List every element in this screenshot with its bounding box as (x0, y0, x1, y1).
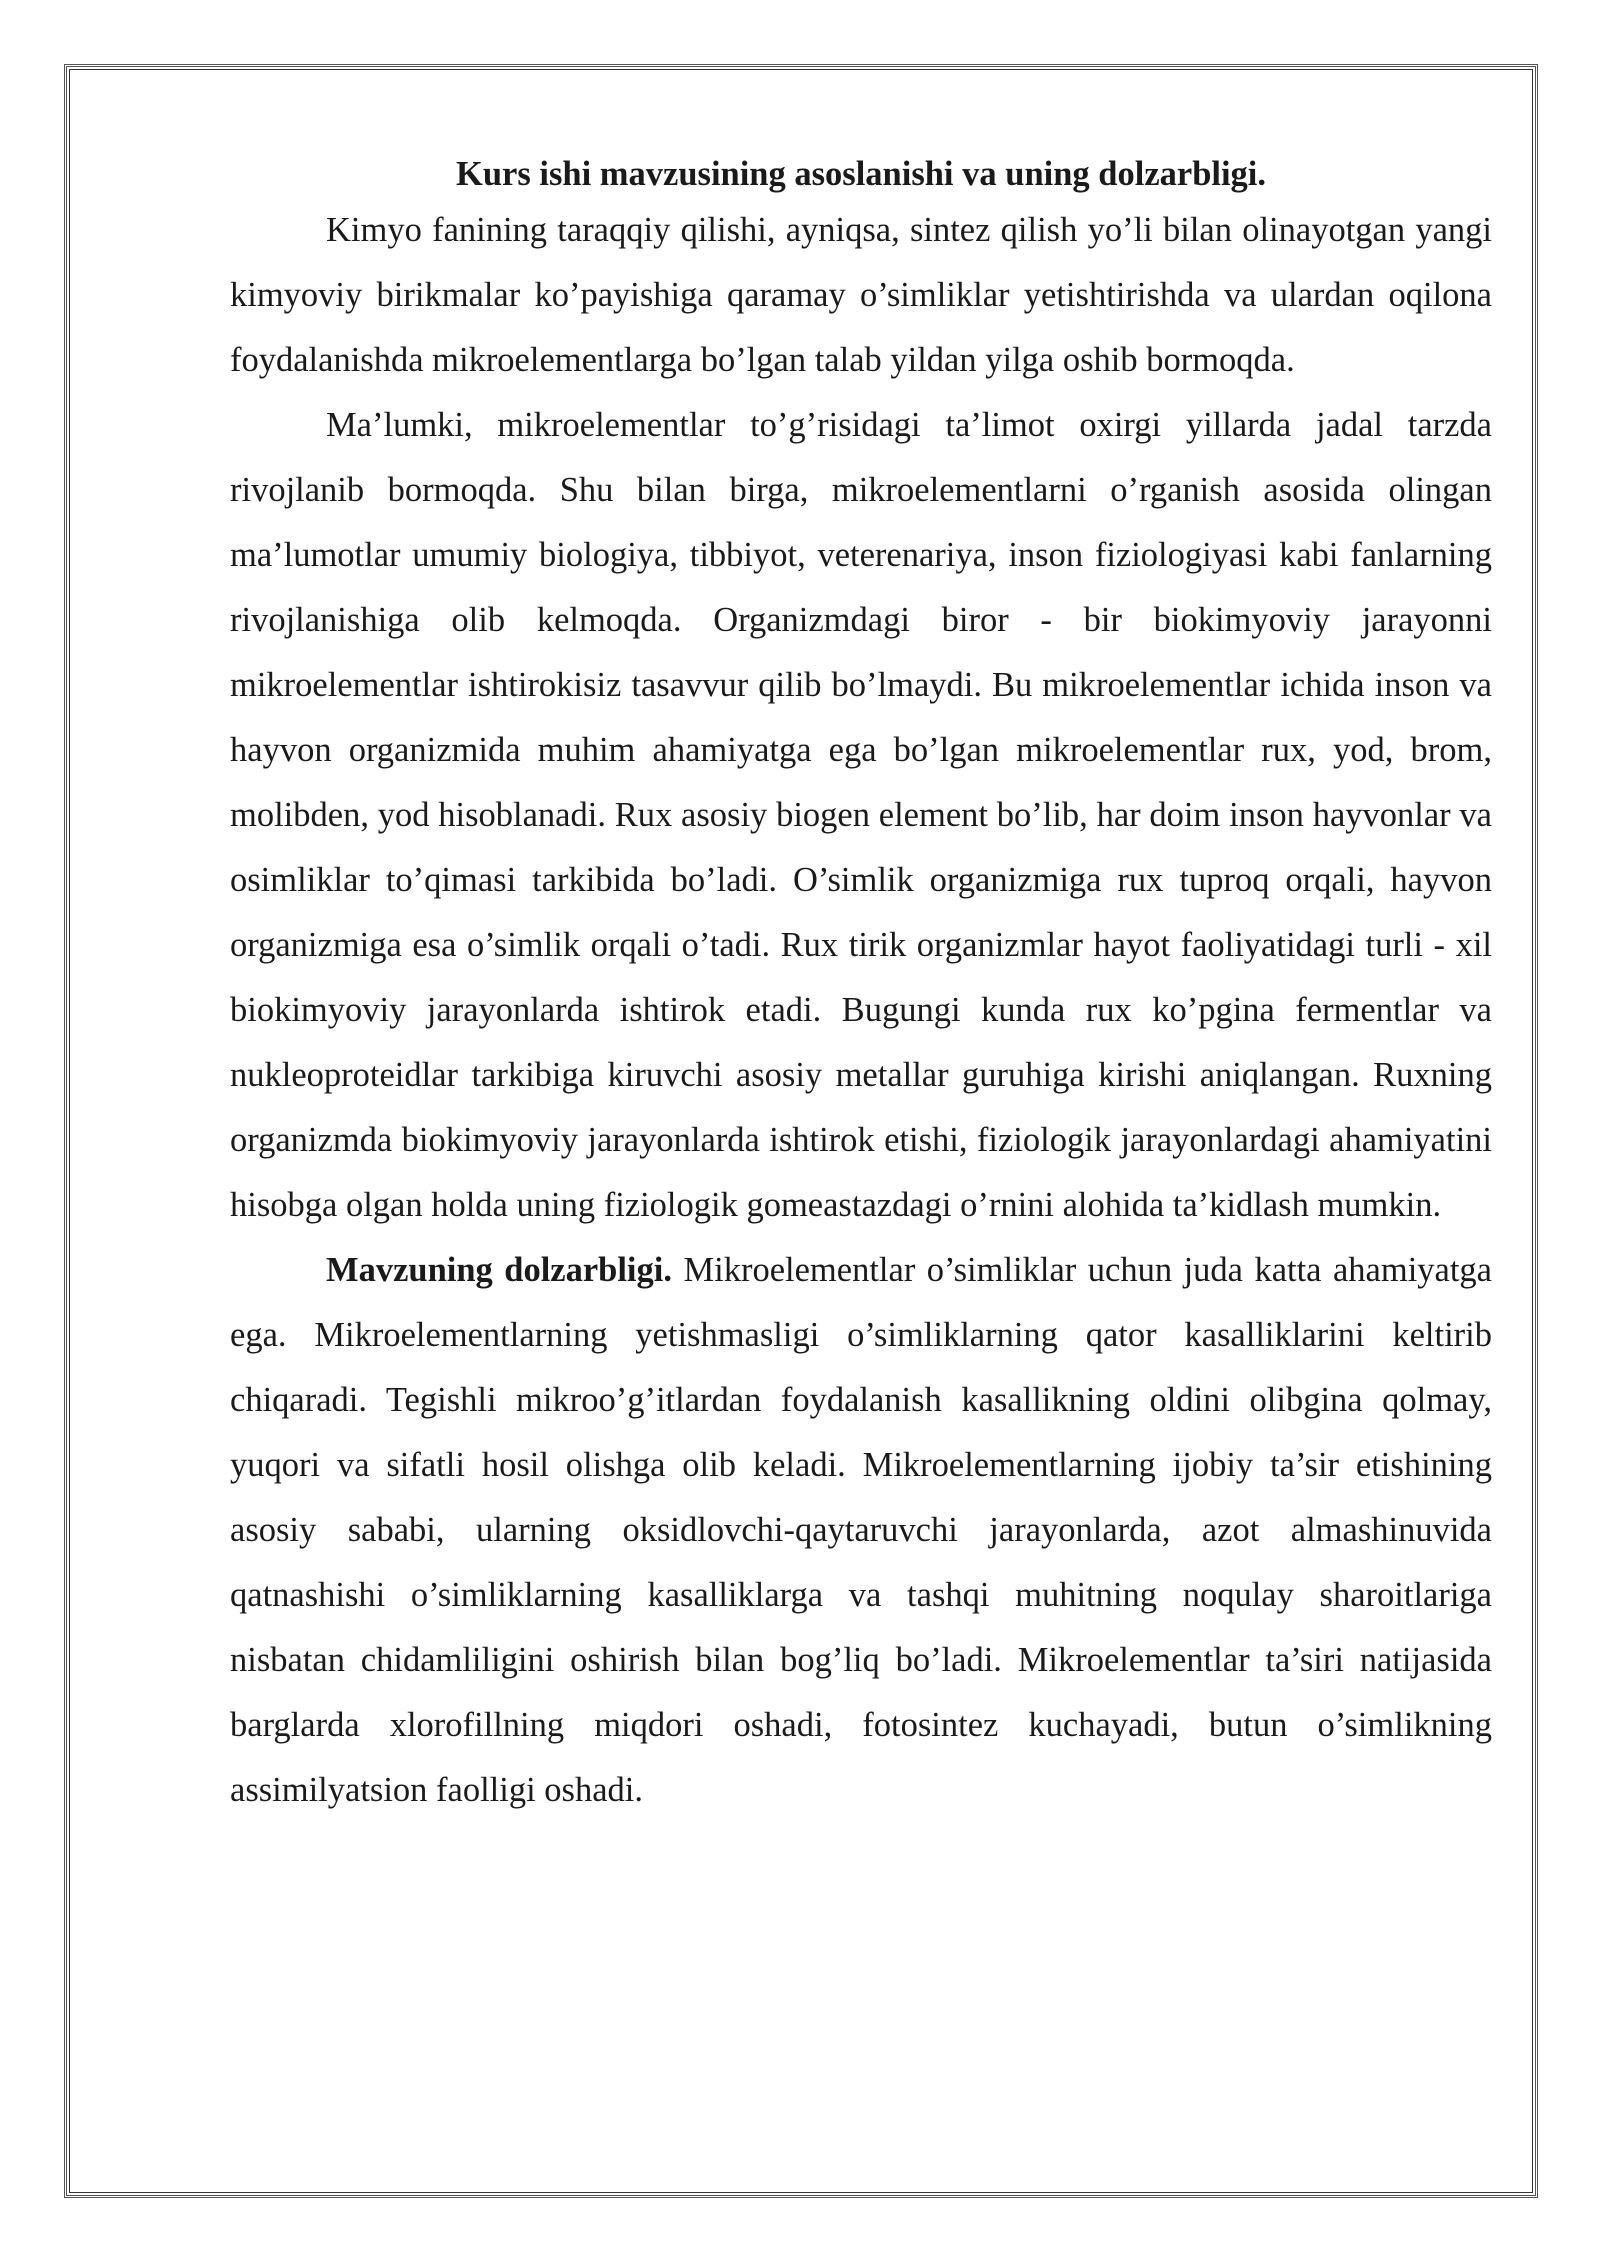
paragraph-text: Ma’lumki, mikroelementlar to’g’risidagi ta’limot oxirgi yillarda jadal tarzda rivojlanib bormoqda. Shu bilan birga, mikroelementlarni o’rganish asosida olingan ma’lumotlar umumiy biologiya, tibbiyot, veterenariya, inson fiziologiyasi kabi fanlarning rivojlanishiga olib kelmoqda. Organizmdagi biror - bir biokimyoviy jarayonni mikroelementlar ishtirokisiz tasavvur qilib bo’lmaydi. Bu mikroelementlar ichida inson va hayvon organizmida muhim ahamiyatga ega bo’lgan mikroelementlar rux, yod, brom, molibden, yod hisoblanadi. Rux asosiy biogen element bo’lib, har doim inson hayvonlar va osimliklar to’qimasi tarkibida bo’ladi. O’simlik organizmiga rux tuproq orqali, hayvon organizmiga esa o’simlik orqali o’tadi. Rux tirik organizmlar hayot faoliyatidagi turli - xil biokimyoviy jarayonlarda ishtirok etadi. Bugungi kunda rux ko’pgina fermentlar va nukleoproteidlar tarkibiga kiruvchi asosiy metallar guruhiga kirishi aniqlangan. Ruxning organizmda biokimyoviy jarayonlarda ishtirok etishi, fiziologik jarayonlardagi ahamiyatini hisobga olgan holda uning fiziologik gomeastazdagi o’rnini alohida ta’kidlash mumkin. (230, 406, 1492, 1224)
paragraph-relevance (230, 1238, 1492, 1823)
paragraph-microelements (230, 393, 1492, 1238)
document-body (230, 150, 1492, 1823)
paragraph-text: Kimyo fanining taraqqiy qilishi, ayniqsa, sintez qilish yo’li bilan olinayotgan yangi kimyoviy birikmalar ko’payishiga qaramay o’simliklar yetishtirishda va ulardan oqilona foydalanishda mikroelementlarga bo’lgan talab yildan yilga oshib bormoqda. (230, 211, 1492, 379)
paragraph-intro (230, 198, 1492, 393)
paragraph-text: Mikroelementlar o’simliklar uchun juda katta ahamiyatga ega. Mikroelementlarning yetishmasligi o’simliklarning qator kasalliklarini keltirib chiqaradi. Tegishli mikroo’g’itlardan foydalanish kasallikning oldini olibgina qolmay, yuqori va sifatli hosil olishga olib keladi. Mikroelementlarning ijobiy ta’sir etishining asosiy sababi, ularning oksidlovchi-qaytaruvchi jarayonlarda, azot almashinuvida qatnashishi o’simliklarning kasalliklarga va tashqi muhitning noqulay sharoitlariga nisbatan chidamliligini oshirish bilan bog’liq bo’ladi. Mikroelementlar ta’siri natijasida barglarda xlorofillning miqdori oshadi, fotosintez kuchayadi, butun o’simlikning assimilyatsion faolligi oshadi. (230, 1251, 1492, 1809)
paragraph-lead-heading: Mavzuning dolzarbligi. (326, 1251, 672, 1289)
document-title: Kurs ishi mavzusining asoslanishi va uning dolzarbligi. (455, 155, 1267, 193)
